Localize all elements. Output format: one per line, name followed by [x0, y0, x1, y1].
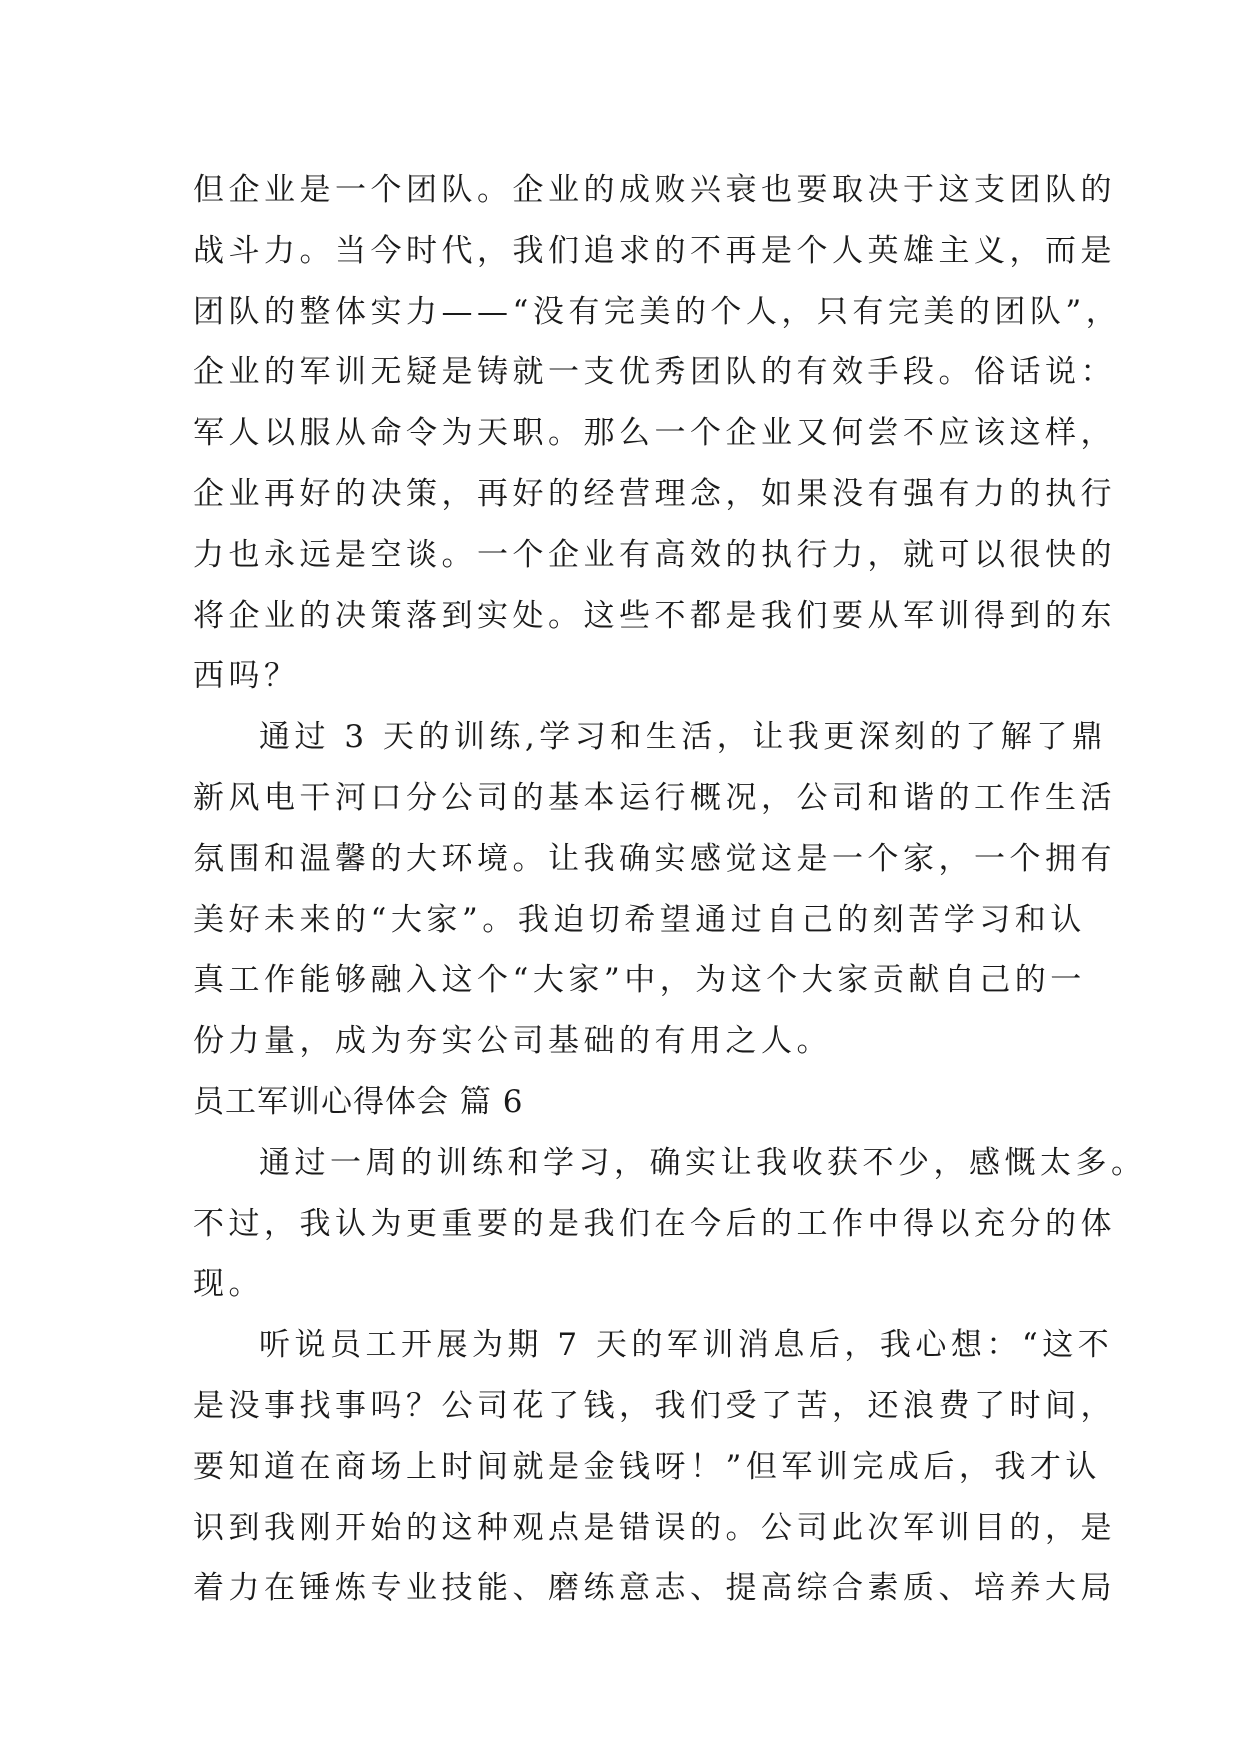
text-line: 现。: [193, 1266, 264, 1303]
text-line: 要知道在商场上时间就是金钱呀！”但军训完成后，我才认: [193, 1448, 1101, 1485]
text-line: 军人以服从命令为天职。那么一个企业又何尝不应该这样，: [193, 415, 1116, 452]
paragraph-first-line: 听说员工开展为期 7 天的军训消息后，我心想：“这不: [259, 1327, 1114, 1364]
text-line: 新风电干河口分公司的基本运行概况，公司和谐的工作生活: [193, 779, 1116, 816]
text-line: 识到我刚开始的这种观点是错误的。公司此次军训目的，是: [193, 1509, 1116, 1546]
text-line: 将企业的决策落到实处。这些不都是我们要从军训得到的东: [193, 597, 1116, 634]
text-line: 氛围和温馨的大环境。让我确实感觉这是一个家，一个拥有: [193, 840, 1116, 877]
paragraph-first-line: 通过 3 天的训练,学习和生活，让我更深刻的了解了鼎: [259, 719, 1108, 756]
text-line: 是没事找事吗？公司花了钱，我们受了苦，还浪费了时间，: [193, 1387, 1116, 1424]
text-line: 西吗？: [193, 658, 300, 695]
text-line: 不过，我认为更重要的是我们在今后的工作中得以充分的体: [193, 1205, 1116, 1242]
text-line: 着力在锤炼专业技能、磨练意志、提高综合素质、培养大局: [193, 1570, 1116, 1607]
text-line: 战斗力。当今时代，我们追求的不再是个人英雄主义，而是: [193, 232, 1116, 269]
text-line: 企业再好的决策，再好的经营理念，如果没有强有力的执行: [193, 475, 1116, 512]
paragraph-first-line: 通过一周的训练和学习，确实让我收获不少，感慨太多。: [259, 1144, 1147, 1181]
section-heading: 员工军训心得体会 篇 6: [193, 1083, 524, 1120]
text-line: 美好未来的“大家”。我迫切希望通过自己的刻苦学习和认: [193, 901, 1086, 938]
text-line: 团队的整体实力——“没有完美的个人，只有完美的团队”，: [193, 293, 1122, 330]
text-line: 份力量，成为夯实公司基础的有用之人。: [193, 1023, 832, 1060]
text-line: 真工作能够融入这个“大家”中，为这个大家贡献自己的一: [193, 962, 1086, 999]
text-line: 企业的军训无疑是铸就一支优秀团队的有效手段。俗话说：: [193, 354, 1116, 391]
text-line: 力也永远是空谈。一个企业有高效的执行力，就可以很快的: [193, 536, 1116, 573]
text-line: 但企业是一个团队。企业的成败兴衰也要取决于这支团队的: [193, 172, 1116, 208]
document-body: [193, 160, 1147, 1619]
